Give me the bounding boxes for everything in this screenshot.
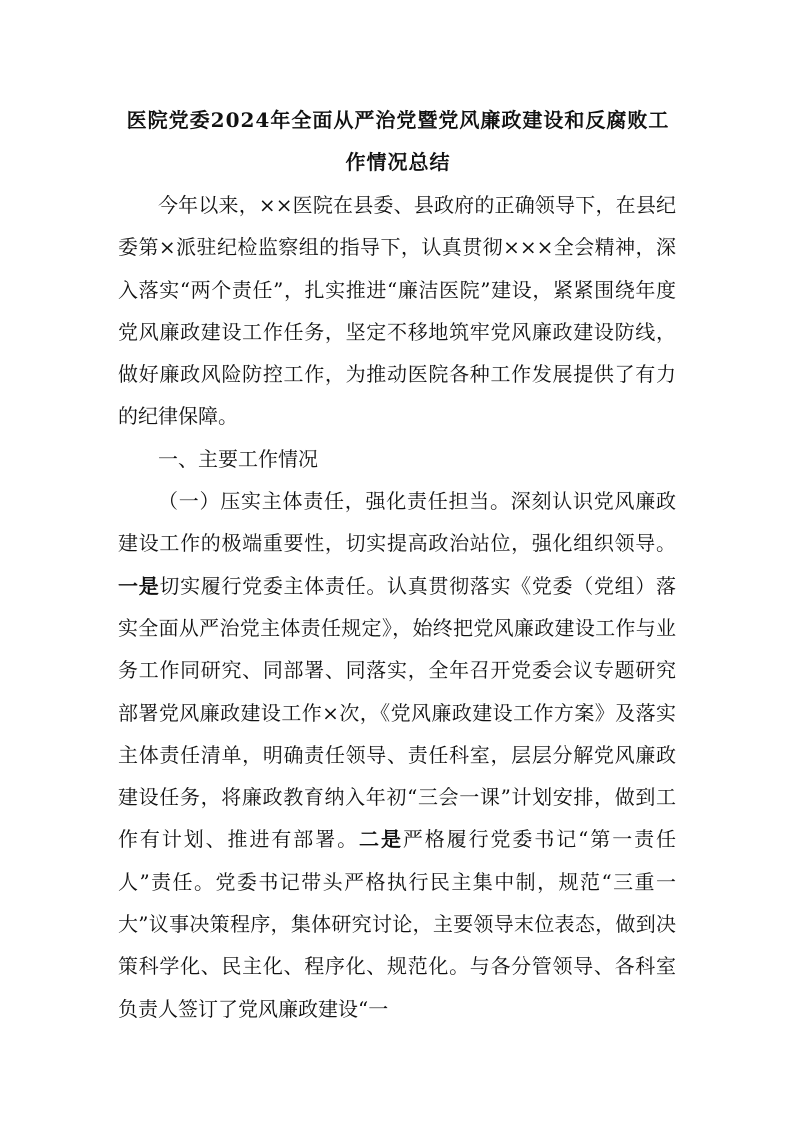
point-2-label: 二是	[359, 827, 403, 852]
subsection-1-paragraph	[118, 480, 676, 1030]
point-1-label: 一是	[118, 573, 160, 598]
document-body	[118, 184, 676, 1030]
document-title-line-2: 作情况总结	[345, 150, 451, 174]
point-1-text: 切实履行党委主体责任。认真贯彻落实《党委（党组）落实全面从严治党主体责任规定》，始终把党风廉政建设工作与业务工作同研究、同部署、同落实，全年召开党委会议专题研究部署党风廉政建设工作×次，《党风廉政建设工作方案》及落实主体责任清单，明确责任领导、责任科室，层层分解党风廉政建设任务，将廉政教育纳入年初“三会一课”计划安排，做到工作有计划、推进有部署。	[118, 573, 677, 852]
document-title-line-1: 医院党委2024年全面从严治党暨党风廉政建设和反腐败工	[126, 108, 670, 132]
point-2-text: 严格履行党委书记“第一责任人”责任。党委书记带头严格执行民主集中制，规范“三重一大”议事决策程序，集体研究讨论，主要领导末位表态，做到决策科学化、民主化、程序化、规范化。与各分管领导、各科室负责人签订了党风廉政建设“一	[118, 827, 677, 1021]
intro-paragraph: 今年以来，××医院在县委、县政府的正确领导下，在县纪委第×派驻纪检监察组的指导下，认真贯彻×××全会精神，深入落实“两个责任”，扎实推进“廉洁医院”建设，紧紧围绕年度党风廉政建设工作任务，坚定不移地筑牢党风廉政建设防线，做好廉政风险防控工作，为推动医院各种工作发展提供了有力的纪律保障。	[118, 193, 676, 429]
section-heading-1: 一、主要工作情况	[158, 446, 318, 471]
subsection-1-lead: （一）压实主体责任，强化责任担当。深刻认识党风廉政建设工作的极端重要性，切实提高政治站位，强化组织领导。	[118, 489, 676, 556]
